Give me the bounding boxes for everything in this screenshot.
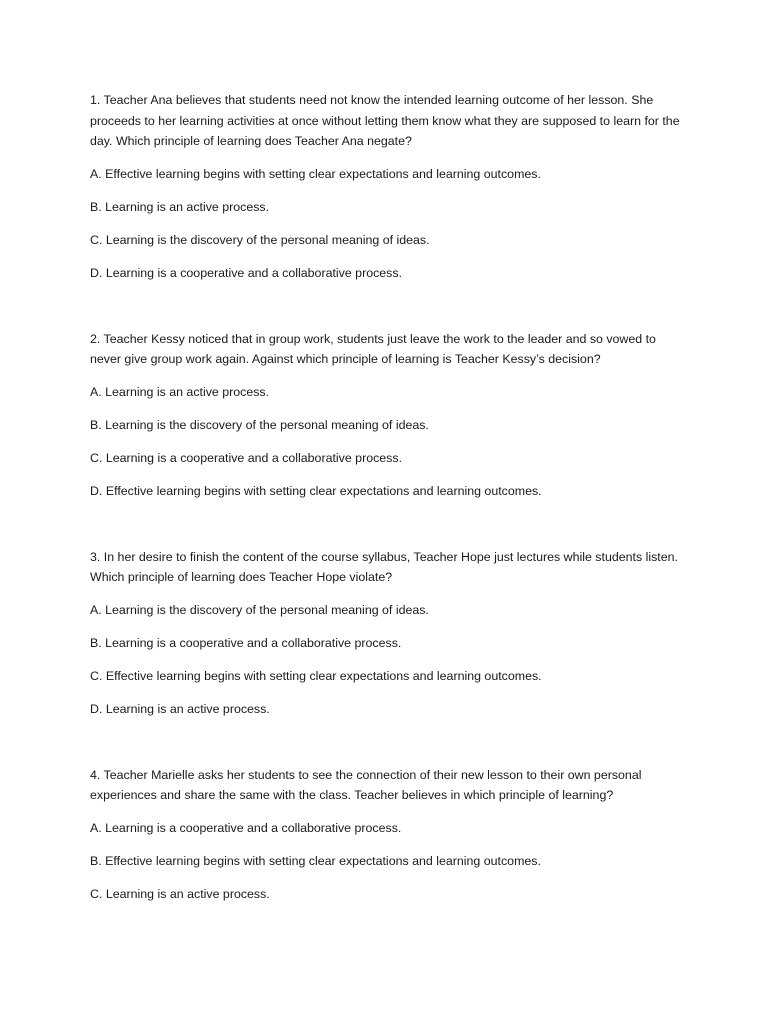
- document-page: [90, 90, 682, 950]
- question-stem: 3. In her desire to finish the content of the course syllabus, Teacher Hope just lectures while students listen. Which principle of learning does Teacher Hope violate?: [90, 549, 678, 584]
- option-a: A. Learning is an active process.: [90, 384, 270, 399]
- option-b: B. Effective learning begins with setting clear expectations and learning outcomes.: [90, 853, 541, 868]
- question-2: [90, 329, 682, 501]
- option-a: A. Effective learning begins with setting clear expectations and learning outcomes.: [90, 166, 541, 181]
- option-c: C. Learning is the discovery of the personal meaning of ideas.: [90, 232, 430, 247]
- question-stem: 1. Teacher Ana believes that students need not know the intended learning outcome of her lesson. She proceeds to her learning activities at once without letting them know what they are supposed to learn for the day. Which principle of learning does Teacher Ana negate?: [90, 93, 680, 148]
- option-b: B. Learning is a cooperative and a collaborative process.: [90, 635, 402, 650]
- option-list: [90, 818, 682, 904]
- question-3: [90, 547, 682, 719]
- option-list: [90, 600, 682, 719]
- option-c: C. Learning is an active process.: [90, 886, 270, 901]
- option-d: D. Learning is a cooperative and a collaborative process.: [90, 265, 403, 280]
- question-stem: 2. Teacher Kessy noticed that in group work, students just leave the work to the leader and so vowed to never give group work again. Against which principle of learning is Teacher Kessy’s decision?: [90, 331, 656, 366]
- option-list: [90, 164, 682, 283]
- option-b: B. Learning is the discovery of the personal meaning of ideas.: [90, 417, 429, 432]
- option-c: C. Effective learning begins with setting clear expectations and learning outcomes.: [90, 668, 542, 683]
- option-c: C. Learning is a cooperative and a collaborative process.: [90, 450, 403, 465]
- question-4: [90, 765, 682, 904]
- option-b: B. Learning is an active process.: [90, 199, 270, 214]
- question-1: [90, 90, 682, 283]
- option-d: D. Effective learning begins with setting clear expectations and learning outcomes.: [90, 483, 542, 498]
- option-list: [90, 382, 682, 501]
- option-a: A. Learning is a cooperative and a collaborative process.: [90, 820, 402, 835]
- question-stem: 4. Teacher Marielle asks her students to see the connection of their new lesson to their own personal experiences and share the same with the class. Teacher believes in which principle of learning?: [90, 767, 642, 802]
- option-d: D. Learning is an active process.: [90, 701, 270, 716]
- option-a: A. Learning is the discovery of the personal meaning of ideas.: [90, 602, 429, 617]
